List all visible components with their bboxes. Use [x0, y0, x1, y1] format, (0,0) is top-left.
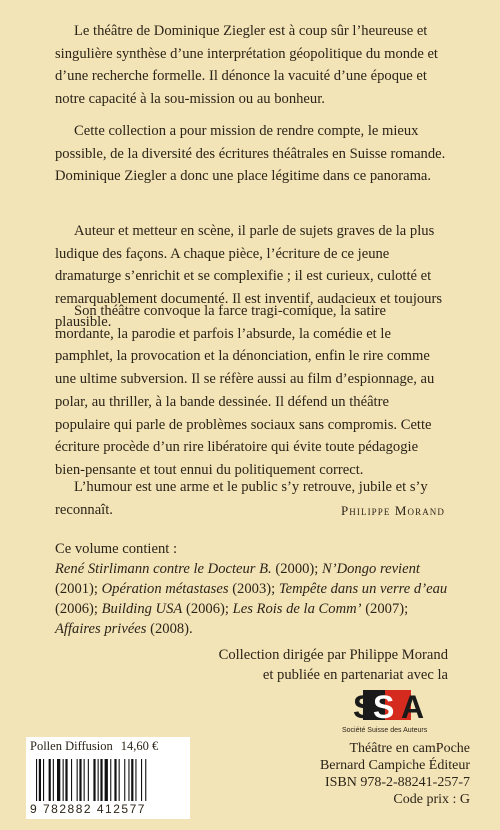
barcode-bar: [135, 759, 136, 801]
work-title: Les Rois de la Comm’: [232, 601, 362, 617]
barcode-bar: [100, 759, 102, 801]
price-code: Code prix : G: [393, 792, 470, 807]
collection-line-1: Collection dirigée par Philippe Morand: [218, 647, 448, 663]
barcode-digits: 9 782882 412577: [30, 802, 146, 816]
ssa-logo: [345, 687, 450, 727]
work-title: Opération métastases: [101, 581, 229, 597]
work-separator: ;: [314, 561, 319, 577]
barcode-panel: [26, 737, 190, 819]
barcode-bars: [36, 759, 182, 801]
work-year: (2001): [55, 581, 94, 597]
barcode-bar: [79, 759, 81, 801]
series-name: Théâtre en camPoche: [349, 741, 470, 756]
paragraph-2: Cette collection a pour mission de rendre compte, le mieux possible, de la diversité des écritures théâtrales en Suisse romande. Dominique Ziegler a donc une place légitime dans ce panorama.: [55, 123, 446, 185]
work-separator: .: [189, 621, 193, 637]
author-signature: Philippe Morand: [340, 503, 445, 518]
barcode-bar: [98, 759, 99, 801]
work-title: Tempête dans un verre d’eau: [278, 581, 448, 597]
work-year: (2006): [185, 601, 225, 617]
publisher-info: [320, 740, 470, 808]
barcode-bar: [131, 759, 133, 801]
barcode-bar: [88, 759, 89, 801]
barcode-bar: [49, 759, 51, 801]
work-year: (2007): [365, 601, 405, 617]
work-title: Affaires privées: [55, 621, 147, 637]
barcode-bar: [141, 759, 142, 801]
barcode-bar: [84, 759, 85, 801]
barcode-bar: [105, 759, 108, 801]
barcode-bar: [53, 759, 54, 801]
work-separator: ;: [271, 581, 276, 597]
barcode-bar: [119, 759, 120, 801]
work-separator: ;: [224, 601, 229, 617]
paragraph-1: Le théâtre de Dominique Ziegler est à coup sûr l’heureuse et singulière synthèse d’une interprétation géopolitique du monde et d’une recherche formelle. Il dénonce la vacuité d’une époque et notre capacité à la sou-mission ou au bonheur.: [55, 23, 438, 108]
work-separator: ;: [93, 601, 98, 617]
price-label: 14,60 €: [120, 739, 159, 753]
barcode-bar: [36, 759, 37, 801]
paragraph-5: L’humour est une arme et le public s’y retrouve, jubile et s’y reconnaît.: [55, 479, 428, 518]
work-separator: ;: [93, 581, 98, 597]
work-year: (2006): [55, 601, 94, 617]
work-separator: ;: [404, 601, 409, 617]
publisher-name: Bernard Campiche Éditeur: [319, 758, 470, 773]
work-title: N’Dongo revient: [322, 561, 420, 577]
ssa-caption: Société Suisse des Auteurs: [342, 727, 428, 734]
collection-line-2: et publiée en partenariat avec la: [262, 667, 448, 683]
distributor-label: Pollen Diffusion: [30, 739, 113, 753]
barcode-bar: [77, 759, 78, 801]
paragraph-4: Son théâtre convoque la farce tragi-comique, la satire mordante, la parodie et parfois l’absurde, la comédie et le pamphlet, la provocation et la dénonciation, enfin le rire comme une ultime subversion. Il se réfère aussi au film d’espionnage, au polar, au thriller, à la bande dessinée. Il défend un théâtre populaire qui parle de problèmes sociaux sans compromis. Cette écriture procède d’un rire libératoire qui évite toute pédagogie bien-pensante et tout ennui du politiquement correct.: [55, 303, 435, 478]
barcode-bar: [110, 759, 111, 801]
barcode-bar: [65, 759, 67, 801]
svg-text:S: S: [373, 689, 393, 725]
barcode-bar: [114, 759, 116, 801]
barcode-bar: [39, 759, 41, 801]
barcode-bar: [57, 759, 60, 801]
work-year: (2003): [232, 581, 272, 597]
work-year: (2008): [150, 621, 190, 637]
barcode-bar: [124, 759, 125, 801]
work-year: (2000): [275, 561, 315, 577]
barcode-bar: [43, 759, 44, 801]
isbn-label: ISBN 978-2-88241-257-7: [324, 775, 470, 790]
svg-text:A: A: [401, 689, 425, 725]
work-title: Building USA: [101, 601, 183, 617]
svg-text:S: S: [353, 689, 373, 725]
contents-list: [55, 539, 450, 639]
barcode-bar: [71, 759, 72, 801]
barcode-bar: [128, 759, 129, 801]
work-title: René Stirlimann contre le Docteur B.: [55, 561, 272, 577]
paragraph-3: Auteur et metteur en scène, il parle de sujets graves de la plus ludique des façons. A chaque pièce, l’écriture de ce jeune dramaturge s’enrichit et se complexifie ; il est curieux, culotté et remarquablement documenté. Il est inventif, audacieux et toujours plausible.: [55, 223, 443, 330]
collection-note: [219, 645, 448, 685]
contents-intro: Ce volume contient :: [55, 541, 177, 557]
barcode-bar: [93, 759, 95, 801]
barcode-bar: [63, 759, 64, 801]
barcode-bar: [145, 759, 146, 801]
